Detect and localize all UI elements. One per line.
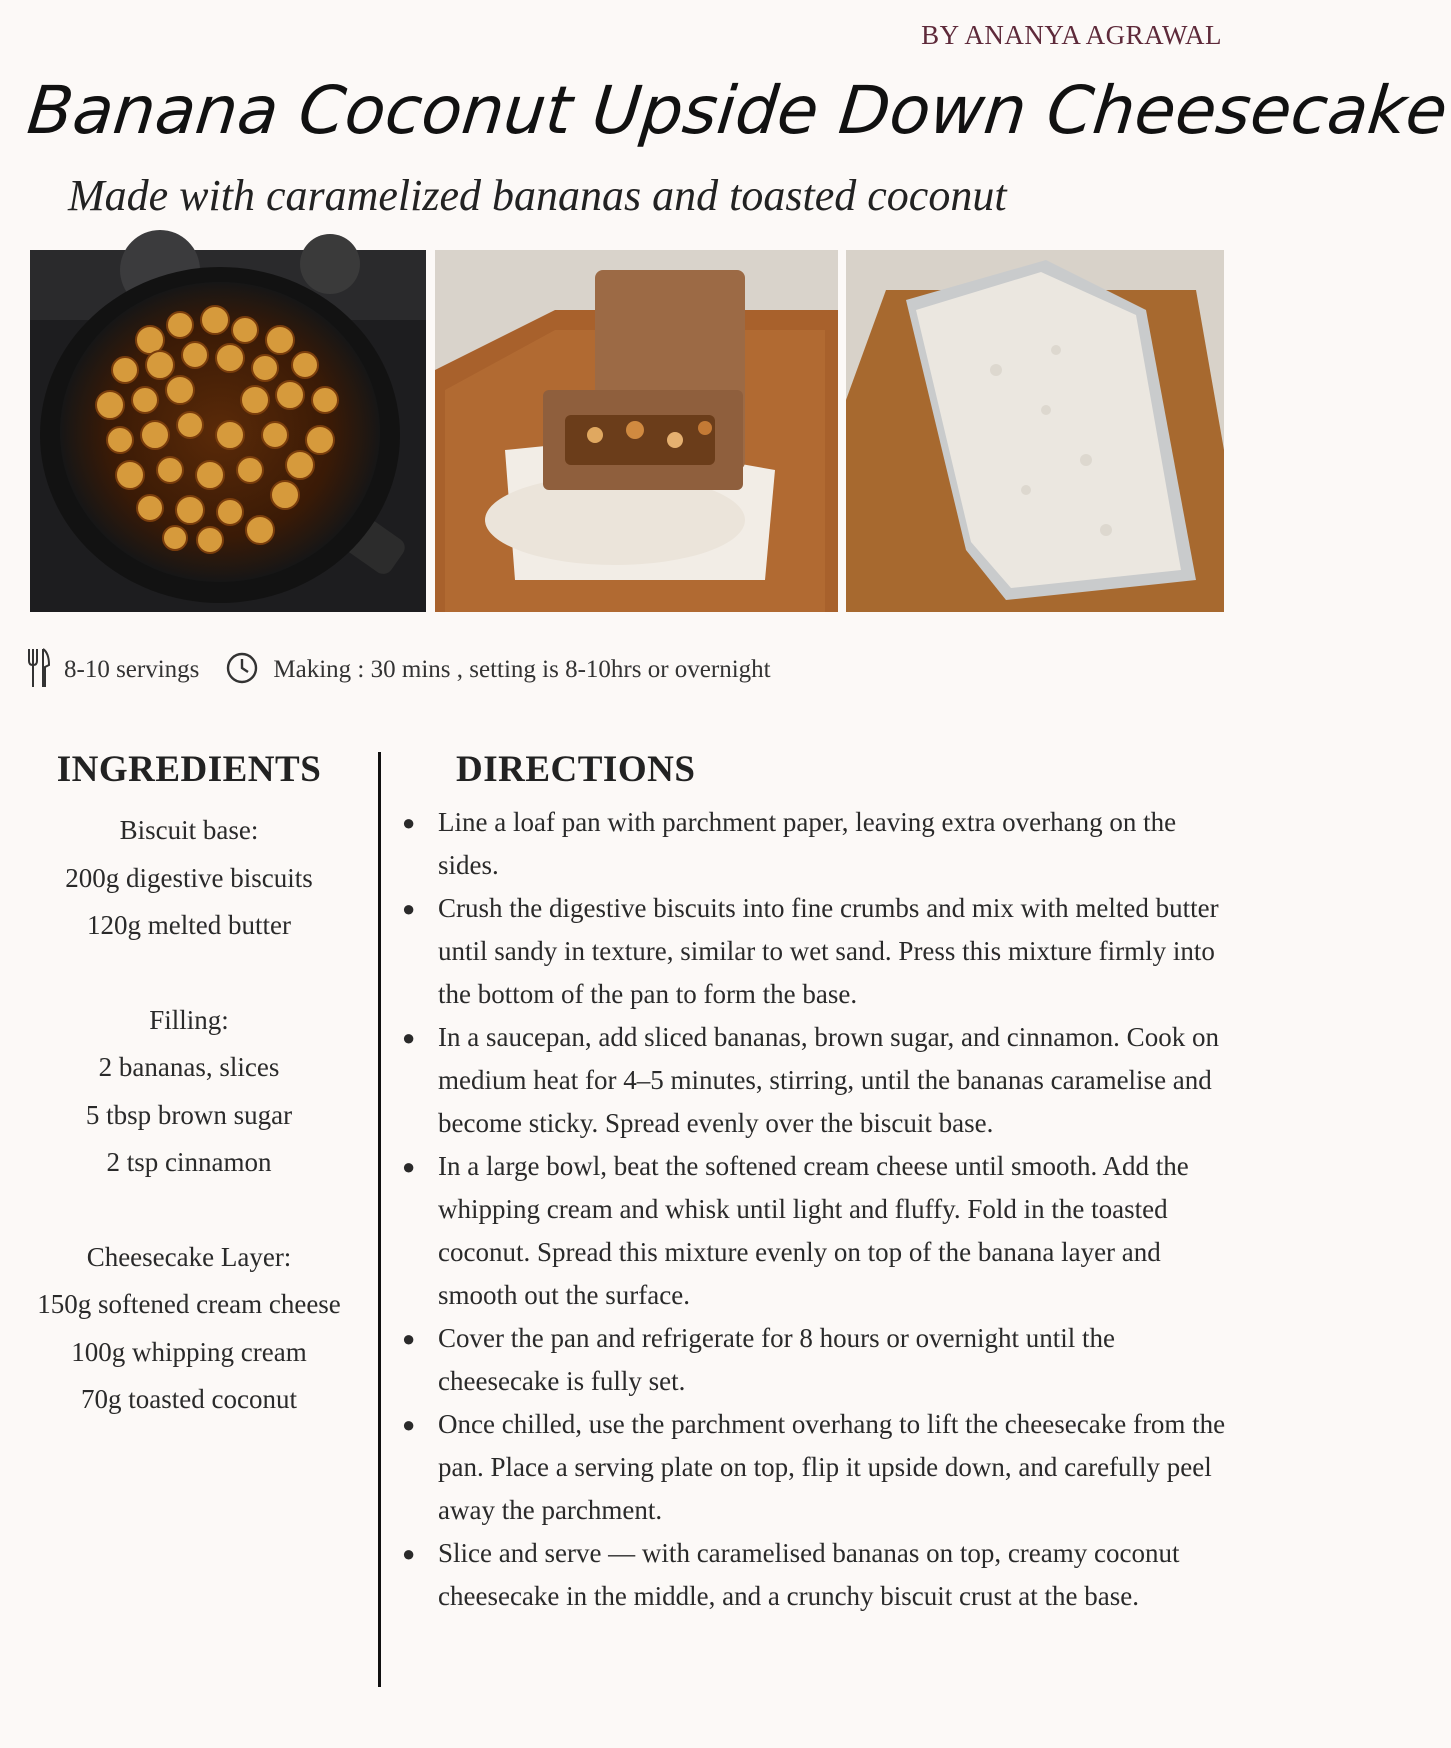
direction-step-text: Slice and serve — with caramelised bananas on top, creamy coconut cheesecake in the middle, and a crunchy biscuit crust at the base.: [438, 1538, 1180, 1611]
direction-step: [398, 1145, 1228, 1317]
directions-section: [398, 748, 1228, 1618]
ingredients-heading: INGREDIENTS: [56, 749, 322, 790]
directions-list: [398, 801, 1228, 1618]
servings-text: 8-10 servings: [64, 656, 200, 683]
ingredient-group-title: Filling:: [149, 1004, 229, 1035]
recipe-title: Banana Coconut Upside Down Cheesecake: [23, 72, 1451, 149]
bullet-icon: ●: [402, 896, 416, 921]
bullet-icon: ●: [402, 810, 416, 835]
ingredient-item: 2 bananas, slices: [98, 1052, 280, 1082]
ingredient-group-title: Biscuit base:: [119, 815, 259, 845]
direction-step-text: Line a loaf pan with parchment paper, leaving extra overhang on the sides.: [438, 807, 1177, 880]
making-time-text: Making : 30 mins , setting is 8-10hrs or overnight: [273, 656, 771, 683]
direction-step: [398, 801, 1228, 887]
ingredient-item: 2 tsp cinnamon: [106, 1147, 272, 1177]
bullet-icon: ●: [402, 1326, 416, 1351]
cheesecake-in-loaf-pan-photo: [846, 250, 1224, 612]
direction-step-text: Once chilled, use the parchment overhang to lift the cheesecake from the pan. Place a serving plate on top, flip it upside down, and carefully peel away the parchment.: [438, 1409, 1226, 1525]
caramelized-bananas-in-pan-photo: [30, 250, 426, 612]
direction-step-text: Crush the digestive biscuits into fine crumbs and mix with melted butter until sandy in texture, similar to wet sand. Press this mixture firmly into the bottom of the pan to form the base.: [438, 893, 1219, 1009]
direction-step-text: Cover the pan and refrigerate for 8 hours or overnight until the cheesecake is fully set.: [438, 1323, 1116, 1396]
recipe-meta: [26, 648, 771, 692]
recipe-subtitle: Made with caramelized bananas and toasted coconut: [68, 171, 1007, 220]
utensils-icon: [26, 647, 50, 693]
author-byline: BY ANANYA AGRAWAL: [921, 20, 1222, 50]
clock-icon: [225, 651, 259, 689]
ingredient-item: 120g melted butter: [87, 910, 291, 940]
direction-step: [398, 887, 1228, 1016]
ingredient-item: 200g digestive biscuits: [65, 862, 313, 893]
bullet-icon: ●: [402, 1412, 416, 1437]
direction-step-text: In a saucepan, add sliced bananas, brown sugar, and cinnamon. Cook on medium heat for 4–5 minutes, stirring, until the bananas caramelise and become sticky. Spread evenly over the biscuit base.: [438, 1022, 1219, 1138]
ingredients-section: [14, 748, 364, 1471]
ingredient-group-biscuit-base: [14, 807, 364, 950]
cut-cheesecake-loaf-photo: [435, 250, 838, 612]
ingredient-group-title: Cheesecake Layer:: [86, 1241, 292, 1272]
column-divider: [378, 752, 381, 1687]
direction-step: [398, 1532, 1228, 1618]
ingredient-item: 100g whipping cream: [71, 1336, 307, 1367]
ingredient-group-filling: [14, 997, 364, 1187]
direction-step: [398, 1016, 1228, 1145]
directions-heading: DIRECTIONS: [456, 749, 696, 790]
ingredient-item: 70g toasted coconut: [81, 1384, 297, 1414]
ingredient-group-cheesecake-layer: [14, 1234, 364, 1424]
ingredient-item: 150g softened cream cheese: [37, 1289, 341, 1319]
direction-step: [398, 1403, 1228, 1532]
ingredient-item: 5 tbsp brown sugar: [85, 1099, 293, 1130]
direction-step-text: In a large bowl, beat the softened cream cheese until smooth. Add the whipping cream and whisk until light and fluffy. Fold in the toasted coconut. Spread this mixture evenly on top of the banana layer and smooth out the surface.: [438, 1151, 1189, 1310]
bullet-icon: ●: [402, 1154, 416, 1179]
bullet-icon: ●: [402, 1541, 416, 1566]
direction-step: [398, 1317, 1228, 1403]
bullet-icon: ●: [402, 1025, 416, 1050]
